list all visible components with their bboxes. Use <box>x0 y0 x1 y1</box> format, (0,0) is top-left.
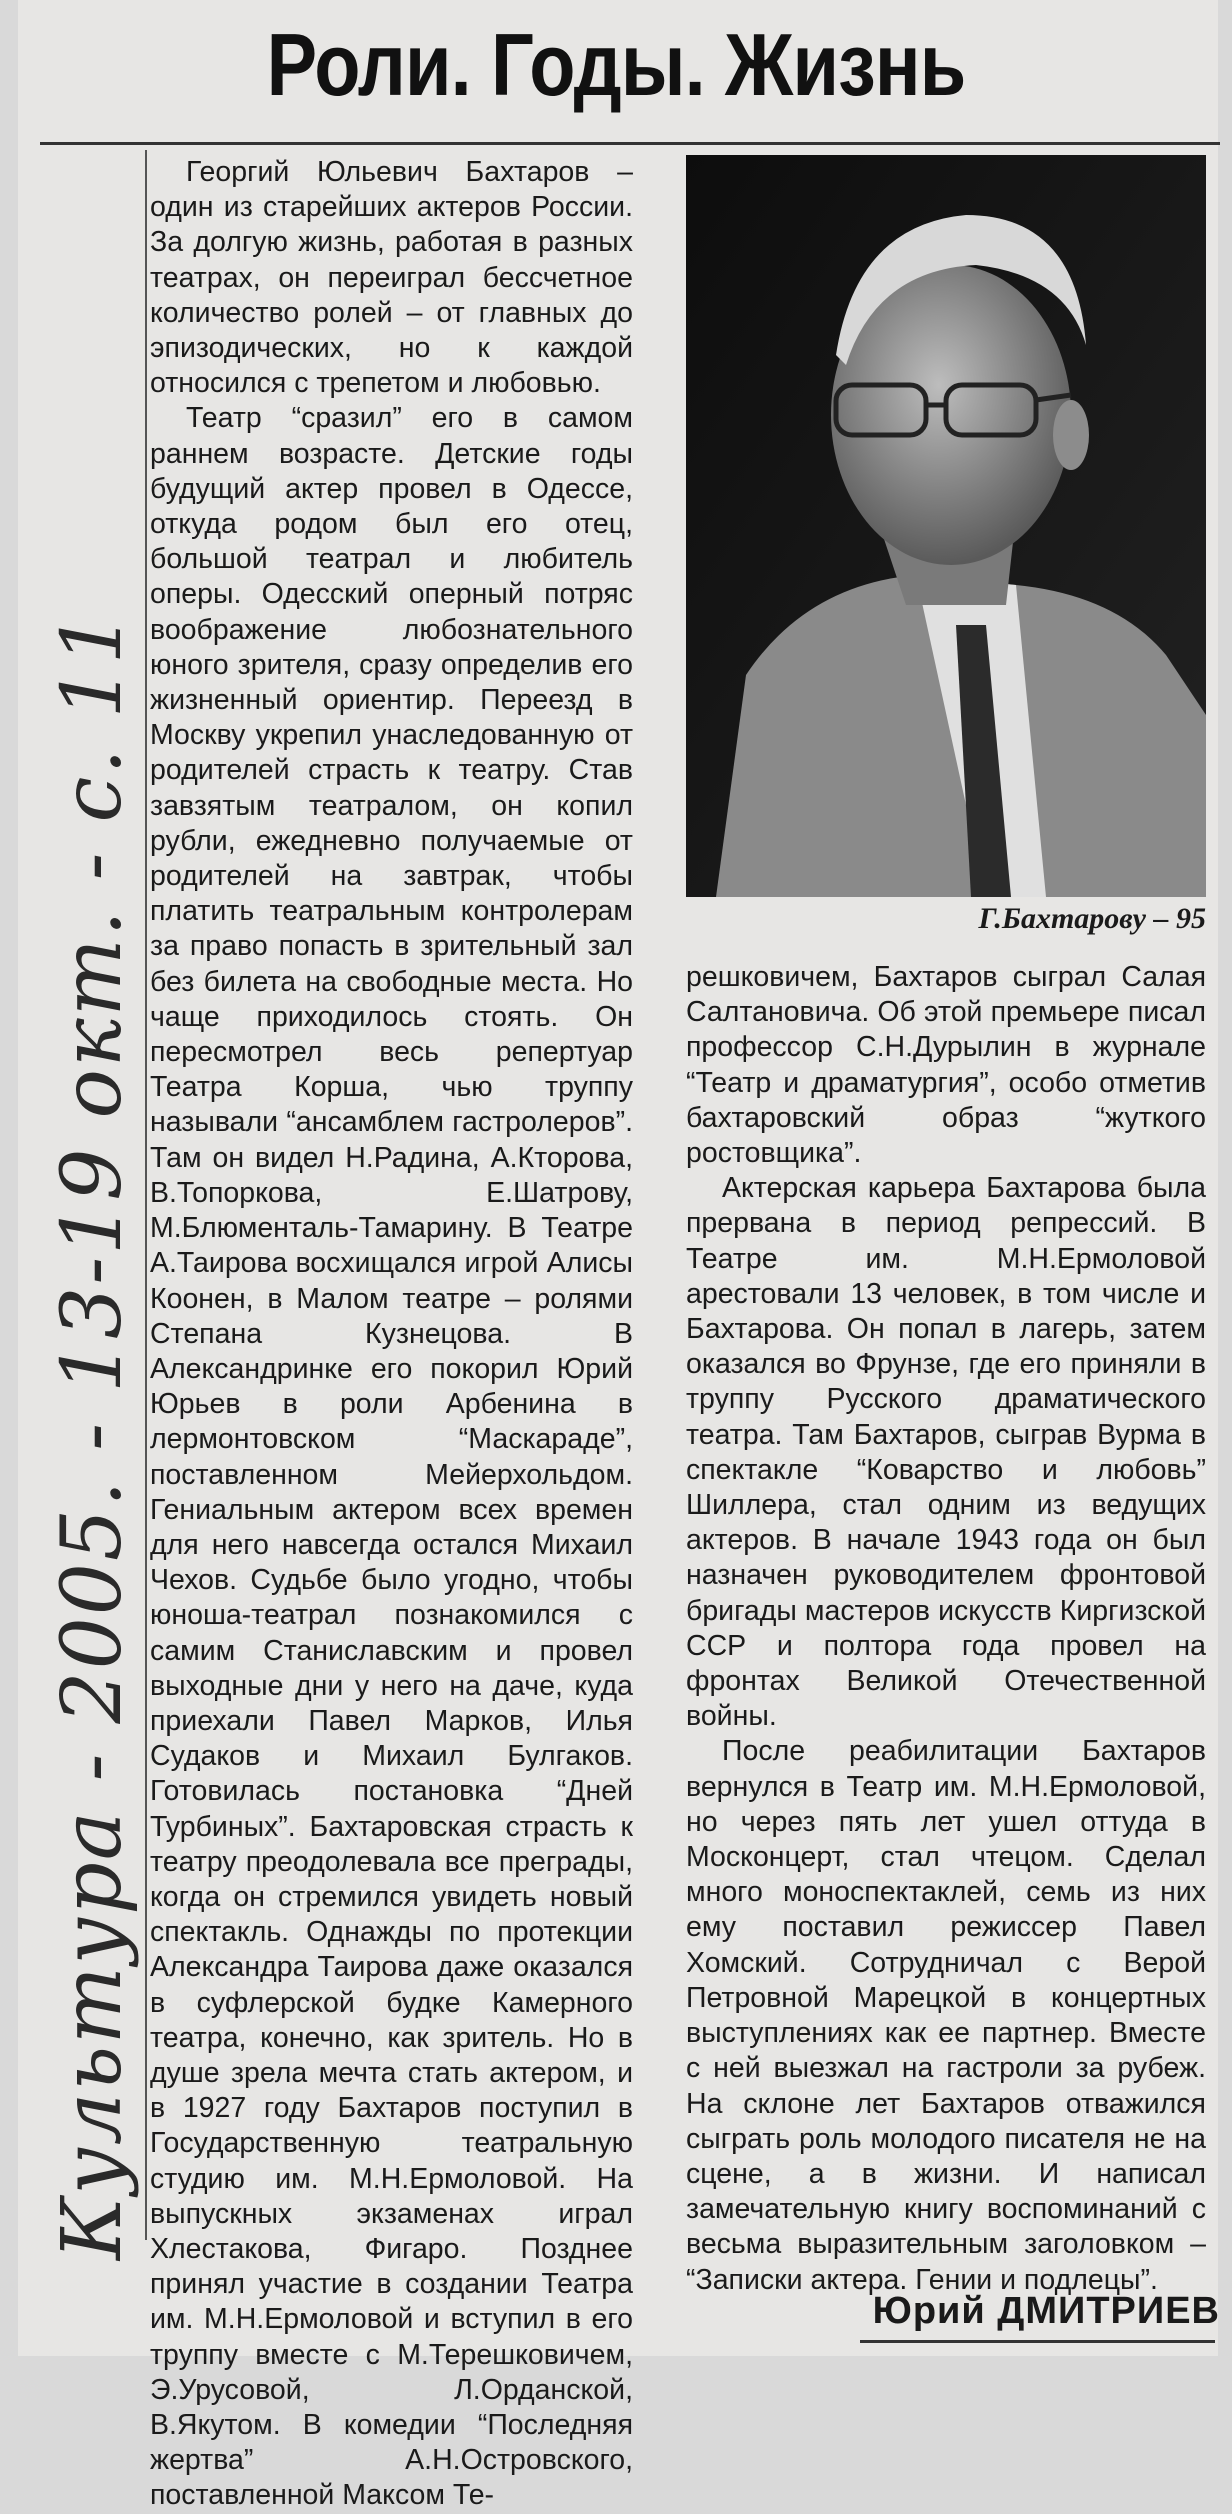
paragraph: Театр “сразил” его в самом раннем возрасте. Детские годы будущий актер провел в Одессе, откуда родом был его отец, большой театрал и любитель оперы. Одесский оперный потряс воображение любознательного юного зрителя, сразу определив его жизненный ориентир. Переезд в Москву укрепил унаследованную от родителей страсть к театру. Став завзятым театралом, он копил рубли, ежедневно получаемые от родителей на завтрак, чтобы платить театральным контролерам за право попасть в зрительный зал без билета на свободные места. Но чаще приходилось стоять. Он пересмотрел весь репертуар Театра Корша, чью труппу называли “ансамблем гастролеров”. Там он видел Н.Радина, А.Кторова, В.Топоркова, Е.Шатрову, М.Блюменталь-Тамарину. В Театре А.Таирова восхищался игрой Алисы Коонен, в Малом театре – ролями Степана Кузнецова. В Александринке его покорил Юрий Юрьев в роли Арбенина в лермонтовском “Маскараде”, поставленном Мейерхольдом. Гениальным актером всех времен для него навсегда остался Михаил Чехов. Судьбе было угодно, чтобы юноша-театрал познакомился с самим Станиславским и провел выходные дни у него на даче, куда приехали Павел Марков, Илья Судаков и Михаил Булгаков. Готовилась постановка “Дней Турбиных”. Бахтаровская страсть к театру преодолевала все преграды, когда он стремился увидеть новый спектакль. Однажды по протекции Александра Таирова даже оказался в суфлерской будке Камерного театра, конечно, как зритель. Но в душе зрела мечта стать актером, и в 1927 году Бахтаров поступил в Государственную театральную студию им. М.Н.Ермоловой. На выпускных экзаменах играл Хлестакова, Фигаро. Позднее принял участие в создании Театра им. М.Н.Ермоловой и вступил в его труппу вместе с М.Терешковичем, Э.Урусовой, Л.Орданской, В.Якутом. В комедии “Последняя жертва” А.Н.Островского, поставленной Максом Те- <box>150 402 633 2512</box>
headline: Роли. Годы. Жизнь <box>266 15 966 114</box>
article-column-1 <box>150 155 633 2514</box>
author-byline: Юрий ДМИТРИЕВ <box>872 2290 1220 2332</box>
headline-rule <box>40 142 1220 145</box>
paragraph: Георгий Юльевич Бахтаров – один из старейших актеров России. За долгую жизнь, работая в разных театрах, он переиграл бессчетное количество ролей – от главных до эпизодических, но к каждой относился с трепетом и любовью. <box>150 156 633 400</box>
article-column-2 <box>686 960 1206 2298</box>
paragraph: Актерская карьера Бахтарова была прервана в период репрессий. В Театре им. М.Н.Ермоловой арестовали 13 человек, в том числе и Бахтарова. Он попал в лагерь, затем оказался во Фрунзе, где его приняли в труппу Русского драматического театра. Там Бахтаров, сыграв Вурма в спектакле “Коварство и любовь” Шиллера, стал одним из ведущих актеров. В начале 1943 года он был назначен руководителем фронтовой бригады мастеров искусств Киргизской ССР и полтора года провел на фронтах Великой Отечественной войны. <box>686 1172 1206 1733</box>
byline-rule <box>860 2340 1215 2343</box>
column-divider <box>145 150 147 2240</box>
portrait-image <box>686 155 1206 897</box>
paragraph: После реабилитации Бахтаров вернулся в Театр им. М.Н.Ермоловой, но через пять лет ушел оттуда в Москонцерт, стал чтецом. Сделал много моноспектаклей, семь из них ему поставил режиссер Павел Хомский. Сотрудничал с Верой Петровной Марецкой в концертных выступлениях как ее партнер. Вместе с ней выезжал на гастроли за рубеж. На склоне лет Бахтаров отважился сыграть роль молодого писателя не на сцене, а в жизни. И написал замечательную книгу воспоминаний с весьма выразительным заголовком – “Записки актера. Гении и подлецы”. <box>686 1735 1206 2296</box>
portrait-photo <box>686 155 1206 897</box>
photo-caption: Г.Бахтарову – 95 <box>978 902 1206 935</box>
paragraph: решковичем, Бахтаров сыграл Салая Салтановича. Об этой премьере писал профессор С.Н.Дурылин в журнале “Театр и драматургия”, особо отметив бахтаровский образ “жуткого ростовщика”. <box>686 961 1206 1170</box>
handwritten-note: Культура - 2005. - 13-19 окт. - с. 11 <box>45 610 140 2260</box>
